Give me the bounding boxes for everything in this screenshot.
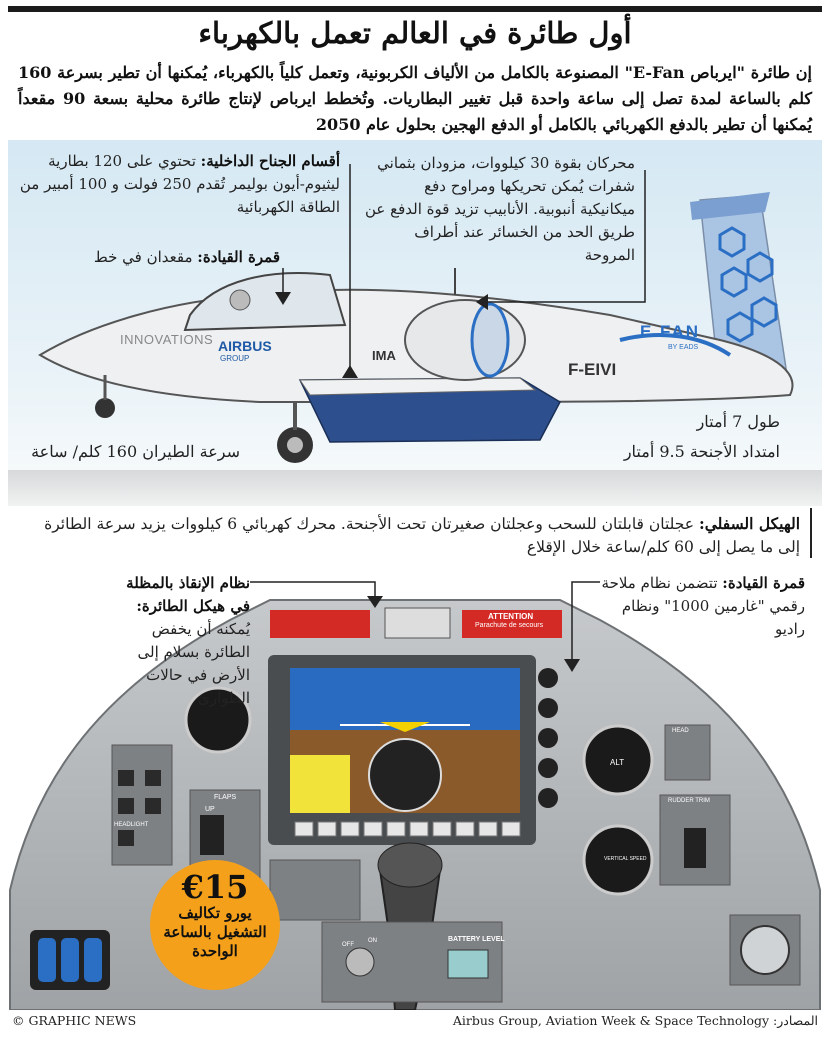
page-title: أول طائرة في العالم تعمل بالكهرباء: [198, 16, 632, 50]
panel-battery-label: BATTERY LEVEL: [448, 936, 505, 943]
landing-gear-text: عجلتان قابلتان للسحب وعجلتان صغيرتان تحت الأجنحة. محرك كهربائي 6 كيلووات يزيد سرعة الطائرة إلى ما يصل إلى 60 كلم/ساعة خلال الإقلاع: [44, 515, 800, 556]
panel-vs-label: VERTICAL SPEED: [604, 856, 647, 862]
panel-on-label: ON: [368, 938, 377, 944]
plane-wingspan: امتداد الأجنحة 9.5 أمتار: [623, 442, 780, 461]
plane-length: طول 7 أمتار: [696, 412, 780, 431]
label-by-eads: BY EADS: [668, 344, 699, 351]
parachute-note: [120, 572, 250, 710]
cockpit-seating-note: [40, 246, 280, 269]
wing-sections-note: [15, 150, 340, 219]
cockpit-seating-text: مقعدان في خط: [93, 248, 193, 266]
intro-text: إن طائرة "ايرباص E-Fan" المصنوعة بالكامل من الألياف الكربونية، وتعمل كلياً بالكهرباء، يُمكنها أن تطير بسرعة 160 كلم بالساعة لمدة تصل إلى ساعة واحدة قبل تغيير البطاريات. وتُخطط ايرباص لإنتاج طائرة محلية بسعة 90 مقعداً يُمكنها أن تطير بالدفع الكهربائي بالكامل أو الدفع الهجين بحلول عام 2050: [18, 63, 813, 134]
panel-headlight-label: HEADLIGHT: [114, 822, 149, 828]
label-airbus: AIRBUS: [218, 338, 272, 354]
panel-alt-label: ALT: [610, 758, 625, 767]
label-ima: IMA: [372, 348, 396, 363]
cockpit-nav-note: [600, 572, 805, 641]
operating-cost-badge: [150, 860, 280, 990]
wing-sections-text: تحتوي على 120 بطارية ليثيوم-أيون بوليمر تُقدم 250 فولت و 100 أمبير من الطاقة الكهربائية: [19, 152, 340, 216]
plane-registration: F-EIVI: [568, 360, 617, 379]
panel-head-label: HEAD: [672, 728, 689, 734]
wing-sections-title: أقسام الجناح الداخلية:: [200, 152, 340, 170]
panel-parachute-label: Parachute de secours: [475, 622, 544, 629]
panel-off-label: OFF: [342, 942, 354, 948]
plane-speed: سرعة الطيران 160 كلم/ ساعة: [31, 442, 240, 461]
panel-flaps-up: UP: [205, 806, 215, 813]
panel-rudder-trim-label: RUDDER TRIM: [668, 798, 710, 804]
panel-flaps-label: FLAPS: [214, 794, 237, 801]
parachute-title: نظام الإنقاذ بالمظلة في هيكل الطائرة:: [126, 574, 250, 615]
cost-amount: €15: [181, 868, 249, 906]
footer-credit: © GRAPHIC NEWS: [12, 1013, 137, 1028]
landing-gear-note: [20, 512, 800, 559]
label-innovations: INNOVATIONS: [120, 332, 214, 347]
motors-note: محركان بقوة 30 كيلووات، مزودان بثماني شفرات يُمكن تحريكها ومراوح دفع ميكانيكية أنبوبية. الأنابيب تزيد قوة الدفع عن طريق الحد من الخسائر عند أطراف المروحة: [364, 154, 635, 264]
landing-gear-title: الهيكل السفلي:: [698, 514, 800, 533]
gear-rule: [810, 508, 812, 558]
cockpit-nav-text: تتضمن نظام ملاحة رقمي "غارمين 1000" ونظام راديو: [601, 574, 805, 638]
footer-sources: المصادر: Airbus Group, Aviation Week & Space Technology: [452, 1013, 818, 1028]
label-efan: E FAN: [640, 322, 701, 341]
cost-line-2: التشغيل بالساعة: [163, 923, 267, 941]
label-group: GROUP: [220, 354, 250, 363]
cost-line-1: يورو تكاليف: [178, 904, 252, 922]
parachute-text: يُمكنه أن يخفض الطائرة بسلام إلى الأرض في حالات الطوارئ: [137, 620, 250, 707]
cockpit-seating-title: قمرة القيادة:: [197, 248, 280, 266]
top-rule: [8, 6, 822, 12]
panel-attention-label: ATTENTION: [488, 612, 534, 621]
cost-line-3: الواحدة: [192, 942, 238, 960]
cockpit-nav-title: قمرة القيادة:: [722, 574, 805, 592]
